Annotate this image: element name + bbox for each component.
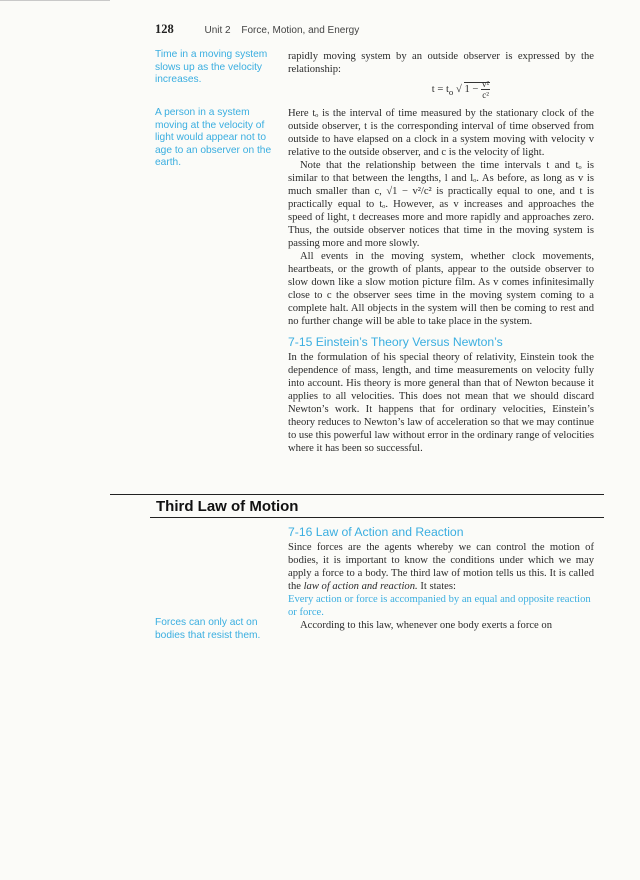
radicand <box>464 79 490 100</box>
main-column-top <box>288 50 594 455</box>
band-title: Third Law of Motion <box>156 498 299 515</box>
law-statement-quote: Every action or force is accompanied by an equal and opposite reaction or force. <box>288 594 591 618</box>
section-heading-7-15: 7-15 Einstein’s Theory Versus Newton’s <box>288 335 503 349</box>
paragraph-events: All events in the moving system, whether clock movements, heartbeats, or the growth of plants, appear to the outside observer to slow down like a slow motion picture film. As v comes infinitesimally close to c the observer sees time in the moving system coming to a complete halt. All objects in the system will then be coming to rest and no further change will be able to take place in the system. <box>288 251 594 327</box>
main-column-bottom <box>288 526 594 632</box>
paragraph-einstein: In the formulation of his special theory of relativity, Einstein took the dependence of mass, length, and time measurements on velocity fully into account. His theory is more general than that of Newton because it applies to all velocities. This does not mean that we should discard Newton’s work. It happens that for ordinary velocities, Einstein’s theory reduces to Newton’s law of acceleration so that we may continue to use this powerful law without error in the ordinary range of velocities where it has been so successful. <box>288 352 594 454</box>
equation-denominator: c² <box>482 90 489 100</box>
band-rule-bottom <box>150 517 604 518</box>
equation-one-minus: 1 − <box>464 83 479 95</box>
page-number: 128 <box>155 22 174 36</box>
paragraph-forces-text: Since forces are the agents whereby we can control the motion of bodies, it is important to know the conditions under which we may apply a force to a body. The third law of motion tells us this. It is called the <box>288 542 594 592</box>
paragraph-according: According to this law, whenever one body exerts a force on <box>300 620 553 631</box>
time-dilation-equation <box>308 79 614 100</box>
margin-note-light: A person in a system moving at the velocity of light would appear not to age to an observer on the earth. <box>155 107 272 168</box>
margin-note-forces: Forces can only act on bodies that resist them. <box>155 617 261 641</box>
paragraph-intro: rapidly moving system by an outside observer is expressed by the relationship: <box>288 51 594 75</box>
paragraph-forces <box>288 541 594 593</box>
sqrt-symbol: √ <box>455 84 462 95</box>
equation-numerator: v² <box>482 79 490 89</box>
paragraph-forces-end: It states: <box>417 581 456 592</box>
paragraph-here: Here tₒ is the interval of time measured by the stationary clock of the outside observer, t is the corresponding interval of time observed from outside to have elapsed on a clock in a system moving with velocity v relative to the outside observer, and c is the velocity of light. <box>288 108 594 158</box>
paragraph-note: Note that the relationship between the time intervals t and tₒ is similar to that between the lengths, l and lₒ. As before, as long as v is much smaller than c, √1 − v²/c² is practically equal to one, and t is practically equal to tₒ. However, as v increases and approaches the speed of light, t decreases more and more rapidly and approaches zero. Thus, the outside observer notices that time in the moving system is passing more and more slowly. <box>288 160 594 249</box>
running-header <box>155 22 359 37</box>
equation-lhs: t = t <box>431 83 449 95</box>
unit-title: Force, Motion, and Energy <box>241 25 360 36</box>
equation-fraction <box>481 79 490 100</box>
equation-sub: o <box>448 87 454 98</box>
margin-note-time: Time in a moving system slows up as the velocity increases. <box>155 49 268 85</box>
law-name-emphasis: law of action and reaction. <box>303 581 418 592</box>
band-rule-top <box>110 494 604 495</box>
top-rule <box>0 0 110 1</box>
unit-label: Unit 2 <box>204 25 231 36</box>
section-heading-7-16: 7-16 Law of Action and Reaction <box>288 525 464 539</box>
